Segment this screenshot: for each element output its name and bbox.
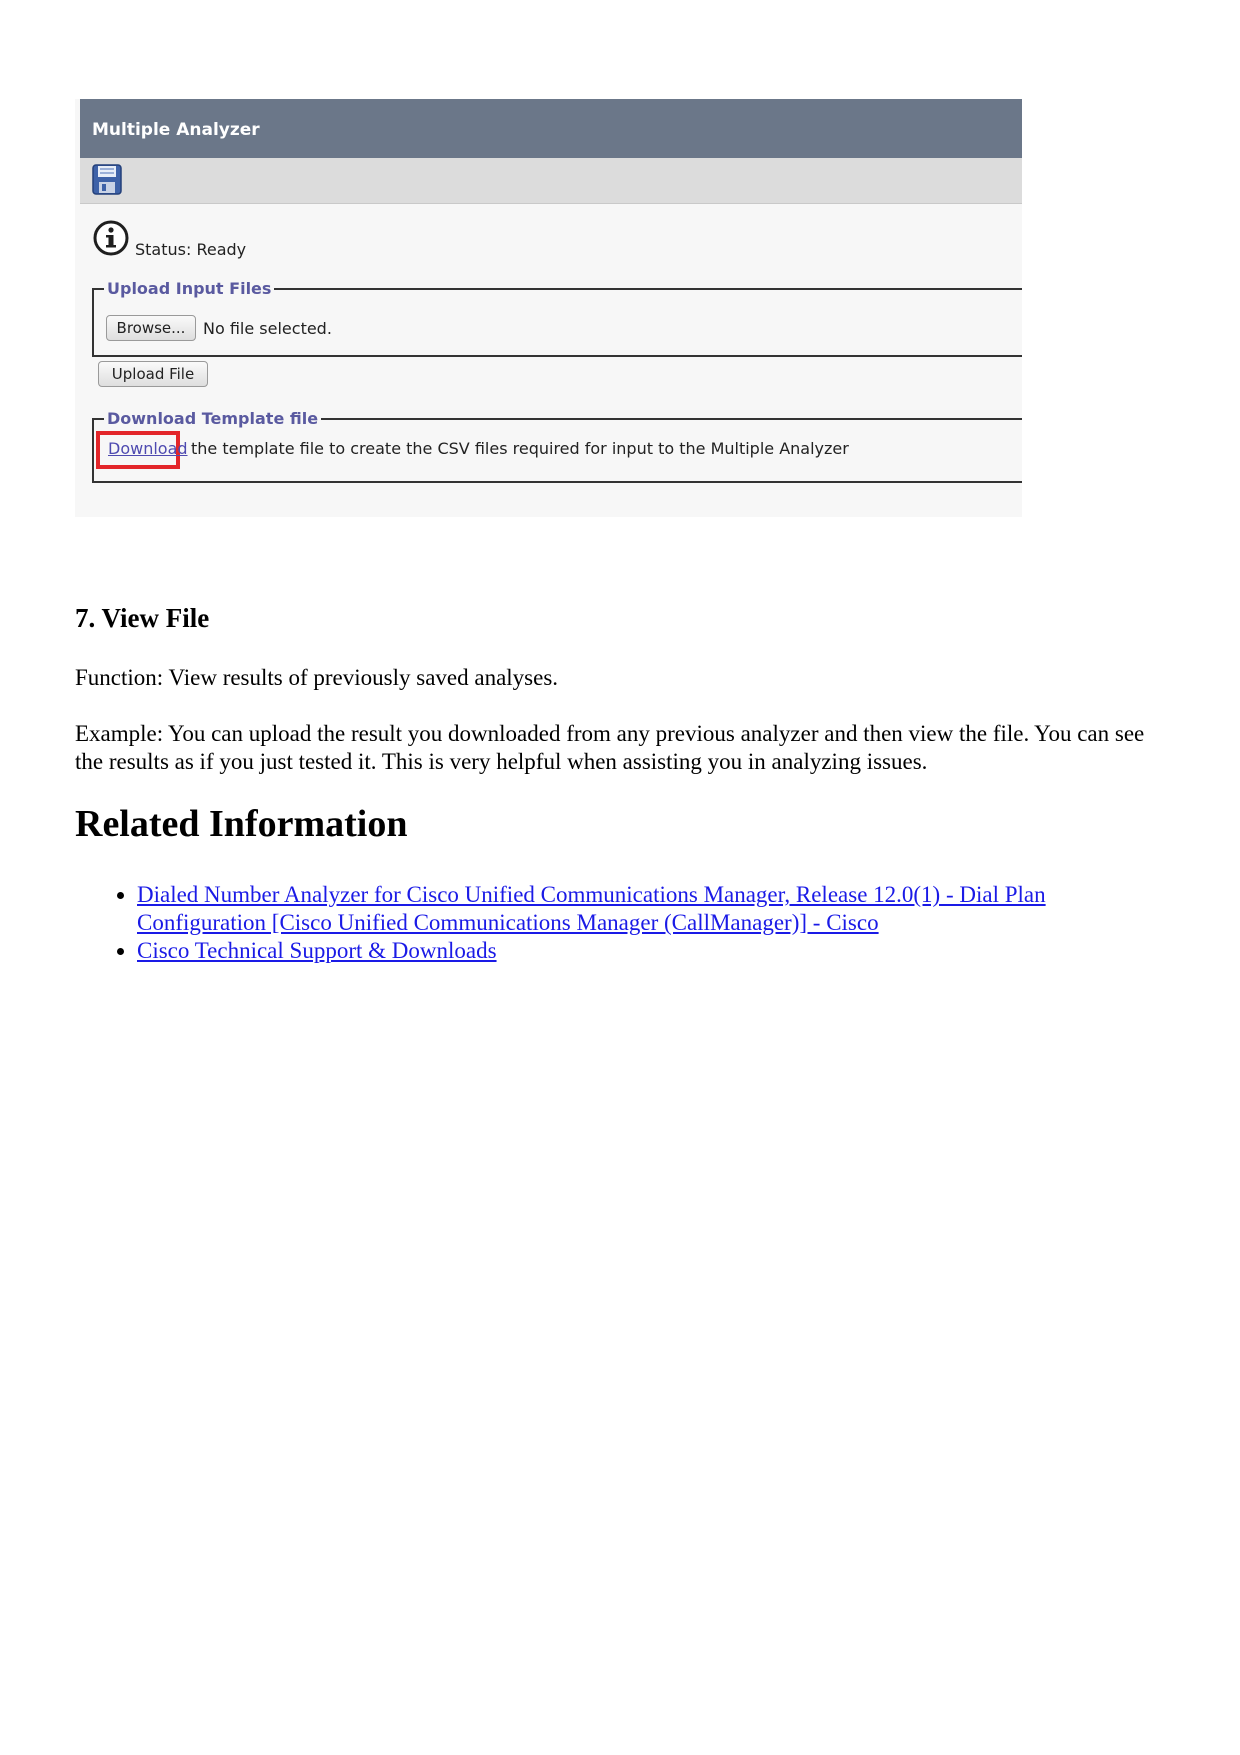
status-text: Status: Ready <box>135 240 247 259</box>
list-item <box>137 881 1155 937</box>
example-paragraph: Example: You can upload the result you downloaded from any previous analyzer and then view the file. You can see the results as if you just tested it. This is very helpful when assisting you in analyzing issues. <box>75 721 1145 774</box>
upload-file-button[interactable]: Upload File <box>98 361 208 387</box>
download-group-legend: Download Template file <box>107 409 319 428</box>
related-information-heading: Related Information <box>75 803 408 845</box>
upload-group-legend: Upload Input Files <box>107 279 272 298</box>
section-heading-view-file: 7. View File <box>75 603 210 633</box>
upload-input-files-group <box>92 279 1022 357</box>
cisco-technical-support-link[interactable]: Cisco Technical Support & Downloads <box>137 938 497 963</box>
file-status-text: No file selected. <box>203 319 332 338</box>
title-bar <box>80 99 1022 158</box>
save-icon[interactable] <box>92 164 122 195</box>
function-paragraph: Function: View results of previously saved analyses. <box>75 665 559 690</box>
list-item <box>137 937 1155 965</box>
download-description: the template file to create the CSV files required for input to the Multiple Analyzer <box>191 439 849 458</box>
toolbar <box>80 158 1022 204</box>
info-icon <box>93 220 129 256</box>
related-links-list <box>75 881 1155 965</box>
multiple-analyzer-screenshot <box>75 99 1022 517</box>
dialed-number-analyzer-link[interactable]: Dialed Number Analyzer for Cisco Unified Communications Manager, Release 12.0(1) - Dial Plan Configuration [Cisco Unified Communications Manager (CallManager)] - Cisco <box>137 882 1046 935</box>
browse-button[interactable]: Browse... <box>106 315 196 341</box>
download-link[interactable]: Download <box>108 439 188 458</box>
page-title: Multiple Analyzer <box>92 120 260 140</box>
